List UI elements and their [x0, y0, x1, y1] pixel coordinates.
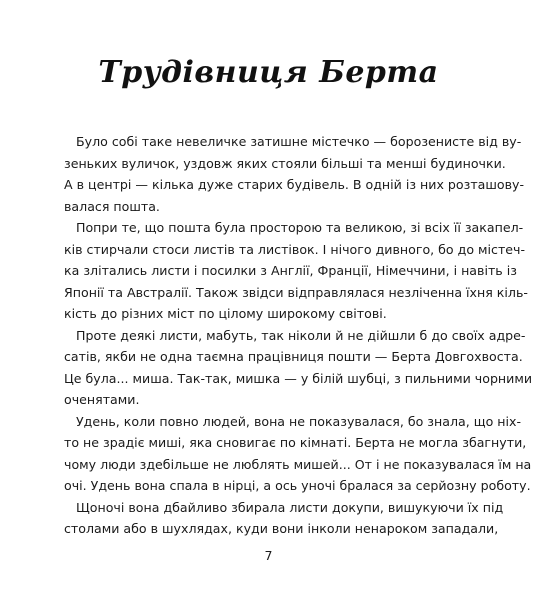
body-text: [64, 131, 533, 540]
text-line: Проте деякі листи, мабуть, так ніколи й не дійшли б до своїх адре-: [76, 327, 526, 343]
page-number: 7: [264, 548, 273, 563]
text-line: ка злітались листи і посилки з Англії, Франції, Німеччини, і навіть із: [64, 263, 517, 278]
text-line: то не зрадіє миші, яка сновигає по кімнаті. Берта не могла збагнути,: [64, 435, 527, 450]
paragraph: [64, 497, 504, 540]
text-line: А в центрі — кілька дуже старих будівель. В одній із них розташову-: [64, 177, 525, 192]
text-line: кість до різних міст по цілому широкому світові.: [64, 306, 387, 321]
text-line: валася пошта.: [64, 198, 160, 214]
paragraph: [64, 217, 528, 325]
paragraph: [64, 131, 525, 217]
text-line: Попри те, що пошта була просторою та великою, зі всіх її закапел-: [76, 220, 524, 235]
text-line: Удень, коли повно людей, вона не показувалася, бо знала, що ніх-: [76, 413, 522, 429]
text-line: зеньких вуличок, уздовж яких стояли більші та менші будиночки.: [64, 155, 506, 171]
text-line: ків стирчали стоси листів та листівок. І нічого дивного, бо до містеч-: [64, 241, 526, 257]
text-line: Це була... миша. Так-так, мишка — у білій шубці, з пильними чорними: [64, 370, 533, 386]
text-line: Японії та Австралії. Також звідси відправлялася незліченна їхня кіль-: [64, 284, 528, 300]
text-line: столами або в шухлядах, куди вони інколи ненароком западали,: [64, 521, 499, 536]
text-line: Щоночі вона дбайливо збирала листи докупи, вишукуючи їх під: [76, 499, 504, 515]
paragraph: [64, 411, 532, 497]
text-line: чому люди здебільше не люблять мишей... От і не показувалася їм на: [64, 456, 532, 472]
text-line: очі. Удень вона спала в нірці, а ось уночі бралася за серйозну роботу.: [64, 478, 531, 493]
paragraph: [64, 325, 533, 411]
text-line: Було собі таке невеличке затишне містечко — борозенисте від ву-: [76, 134, 522, 149]
text-line: сатів, якби не одна таємна працівниця пошти — Берта Довгохвоста.: [64, 349, 523, 364]
text-line: оченятами.: [64, 392, 140, 407]
chapter-title: Трудівниця Берта: [98, 55, 439, 90]
